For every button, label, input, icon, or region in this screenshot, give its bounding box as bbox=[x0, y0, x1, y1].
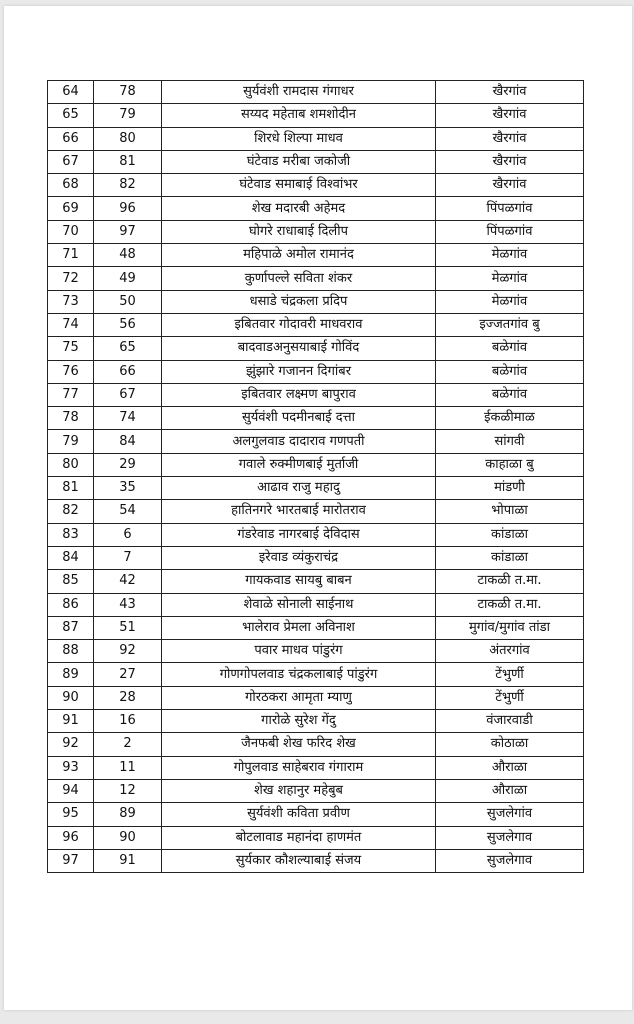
village-cell: बळेगांव bbox=[436, 360, 584, 383]
record-number-cell: 89 bbox=[94, 803, 162, 826]
serial-number-cell: 87 bbox=[48, 616, 94, 639]
table-row bbox=[48, 733, 584, 756]
serial-number-cell: 83 bbox=[48, 523, 94, 546]
serial-number-cell: 92 bbox=[48, 733, 94, 756]
table-row bbox=[48, 453, 584, 476]
name-cell: अलगुलवाड दादाराव गणपती bbox=[162, 430, 436, 453]
serial-number-cell: 66 bbox=[48, 127, 94, 150]
table-row bbox=[48, 174, 584, 197]
name-cell: इबितवार गोदावरी माधवराव bbox=[162, 313, 436, 336]
village-cell: वंजारवाडी bbox=[436, 710, 584, 733]
village-cell: मुगांव/मुगांव तांडा bbox=[436, 616, 584, 639]
village-cell: काहाळा बु bbox=[436, 453, 584, 476]
record-number-cell: 51 bbox=[94, 616, 162, 639]
name-cell: गोपुलवाड साहेबराव गंगाराम bbox=[162, 756, 436, 779]
village-cell: खैरगांव bbox=[436, 150, 584, 173]
table-row bbox=[48, 313, 584, 336]
village-cell: सुजलेगांव bbox=[436, 803, 584, 826]
table-row bbox=[48, 360, 584, 383]
name-cell: इबितवार लक्ष्मण बापुराव bbox=[162, 383, 436, 406]
village-cell: कोठाळा bbox=[436, 733, 584, 756]
record-number-cell: 7 bbox=[94, 546, 162, 569]
document-page bbox=[4, 6, 632, 1010]
name-cell: गवाले रुक्मीणबाई मुर्ताजी bbox=[162, 453, 436, 476]
village-cell: खैरगांव bbox=[436, 104, 584, 127]
record-number-cell: 11 bbox=[94, 756, 162, 779]
name-cell: गारोळे सुरेश गेंदु bbox=[162, 710, 436, 733]
record-number-cell: 80 bbox=[94, 127, 162, 150]
name-cell: आढाव राजु महादु bbox=[162, 477, 436, 500]
name-cell: पवार माधव पांडुरंग bbox=[162, 640, 436, 663]
record-number-cell: 84 bbox=[94, 430, 162, 453]
village-cell: सुजलेगाव bbox=[436, 826, 584, 849]
name-cell: सुर्यकार कौशल्याबाई संजय bbox=[162, 849, 436, 872]
village-cell: खैरगांव bbox=[436, 81, 584, 104]
village-cell: ईकळीमाळ bbox=[436, 407, 584, 430]
table-row bbox=[48, 803, 584, 826]
record-number-cell: 82 bbox=[94, 174, 162, 197]
name-cell: कुर्णापल्ले सविता शंकर bbox=[162, 267, 436, 290]
name-cell: बोटलावाड महानंदा हाणमंत bbox=[162, 826, 436, 849]
serial-number-cell: 67 bbox=[48, 150, 94, 173]
serial-number-cell: 73 bbox=[48, 290, 94, 313]
beneficiary-table bbox=[47, 80, 584, 873]
record-number-cell: 96 bbox=[94, 197, 162, 220]
village-cell: बळेगांव bbox=[436, 383, 584, 406]
table-row bbox=[48, 337, 584, 360]
serial-number-cell: 91 bbox=[48, 710, 94, 733]
table-row bbox=[48, 150, 584, 173]
serial-number-cell: 84 bbox=[48, 546, 94, 569]
table-row bbox=[48, 430, 584, 453]
village-cell: सुजलेगाव bbox=[436, 849, 584, 872]
table-row bbox=[48, 407, 584, 430]
name-cell: घंटेवाड समाबाई विश्वांभर bbox=[162, 174, 436, 197]
table-row bbox=[48, 826, 584, 849]
name-cell: गोरठकरा आमृता म्याणु bbox=[162, 686, 436, 709]
serial-number-cell: 89 bbox=[48, 663, 94, 686]
name-cell: धसाडे चंद्रकला प्रदिप bbox=[162, 290, 436, 313]
table-row bbox=[48, 686, 584, 709]
village-cell: टाकळी त.मा. bbox=[436, 570, 584, 593]
serial-number-cell: 96 bbox=[48, 826, 94, 849]
village-cell: कांडाळा bbox=[436, 546, 584, 569]
serial-number-cell: 69 bbox=[48, 197, 94, 220]
name-cell: गोणगोपलवाड चंद्रकलाबाई पांडुरंग bbox=[162, 663, 436, 686]
serial-number-cell: 72 bbox=[48, 267, 94, 290]
record-number-cell: 28 bbox=[94, 686, 162, 709]
serial-number-cell: 94 bbox=[48, 779, 94, 802]
village-cell: भोपाळा bbox=[436, 500, 584, 523]
village-cell: इज्जतगांव बु bbox=[436, 313, 584, 336]
serial-number-cell: 68 bbox=[48, 174, 94, 197]
name-cell: हातिनगरे भारतबाई मारोतराव bbox=[162, 500, 436, 523]
serial-number-cell: 78 bbox=[48, 407, 94, 430]
table-row bbox=[48, 500, 584, 523]
table-row bbox=[48, 570, 584, 593]
serial-number-cell: 74 bbox=[48, 313, 94, 336]
serial-number-cell: 70 bbox=[48, 220, 94, 243]
table-row bbox=[48, 663, 584, 686]
record-number-cell: 12 bbox=[94, 779, 162, 802]
record-number-cell: 54 bbox=[94, 500, 162, 523]
record-number-cell: 81 bbox=[94, 150, 162, 173]
village-cell: सांगवी bbox=[436, 430, 584, 453]
table-row bbox=[48, 127, 584, 150]
record-number-cell: 49 bbox=[94, 267, 162, 290]
serial-number-cell: 86 bbox=[48, 593, 94, 616]
village-cell: औराळा bbox=[436, 779, 584, 802]
table-row bbox=[48, 640, 584, 663]
record-number-cell: 90 bbox=[94, 826, 162, 849]
record-number-cell: 43 bbox=[94, 593, 162, 616]
village-cell: मांडणी bbox=[436, 477, 584, 500]
table-row bbox=[48, 197, 584, 220]
table-row bbox=[48, 290, 584, 313]
serial-number-cell: 97 bbox=[48, 849, 94, 872]
name-cell: शेख शहानुर महेबुब bbox=[162, 779, 436, 802]
record-number-cell: 66 bbox=[94, 360, 162, 383]
record-number-cell: 6 bbox=[94, 523, 162, 546]
table-row bbox=[48, 616, 584, 639]
village-cell: टेंभुर्णी bbox=[436, 686, 584, 709]
record-number-cell: 67 bbox=[94, 383, 162, 406]
serial-number-cell: 76 bbox=[48, 360, 94, 383]
record-number-cell: 42 bbox=[94, 570, 162, 593]
table-row bbox=[48, 477, 584, 500]
name-cell: सुर्यवंशी पदमीनबाई दत्ता bbox=[162, 407, 436, 430]
name-cell: गायकवाड सायबु बाबन bbox=[162, 570, 436, 593]
village-cell: बळेगांव bbox=[436, 337, 584, 360]
serial-number-cell: 75 bbox=[48, 337, 94, 360]
name-cell: शेख मदारबी अहेमद bbox=[162, 197, 436, 220]
name-cell: जैनफबी शेख फरिद शेख bbox=[162, 733, 436, 756]
village-cell: मेळगांव bbox=[436, 267, 584, 290]
table-row bbox=[48, 756, 584, 779]
name-cell: सुर्यवंशी कविता प्रवीण bbox=[162, 803, 436, 826]
serial-number-cell: 80 bbox=[48, 453, 94, 476]
record-number-cell: 91 bbox=[94, 849, 162, 872]
record-number-cell: 16 bbox=[94, 710, 162, 733]
name-cell: महिपाळे अमोल रामानंद bbox=[162, 244, 436, 267]
serial-number-cell: 95 bbox=[48, 803, 94, 826]
name-cell: सय्यद महेताब शमशोदीन bbox=[162, 104, 436, 127]
table-row bbox=[48, 244, 584, 267]
record-number-cell: 92 bbox=[94, 640, 162, 663]
record-number-cell: 2 bbox=[94, 733, 162, 756]
serial-number-cell: 81 bbox=[48, 477, 94, 500]
village-cell: मेळगांव bbox=[436, 244, 584, 267]
village-cell: मेळगांव bbox=[436, 290, 584, 313]
serial-number-cell: 85 bbox=[48, 570, 94, 593]
table-row bbox=[48, 593, 584, 616]
record-number-cell: 56 bbox=[94, 313, 162, 336]
village-cell: टेंभुर्णी bbox=[436, 663, 584, 686]
name-cell: भालेराव प्रेमला अविनाश bbox=[162, 616, 436, 639]
name-cell: शेवाळे सोनाली साईनाथ bbox=[162, 593, 436, 616]
serial-number-cell: 79 bbox=[48, 430, 94, 453]
serial-number-cell: 71 bbox=[48, 244, 94, 267]
record-number-cell: 50 bbox=[94, 290, 162, 313]
table-row bbox=[48, 383, 584, 406]
record-number-cell: 65 bbox=[94, 337, 162, 360]
record-number-cell: 27 bbox=[94, 663, 162, 686]
village-cell: खैरगांव bbox=[436, 174, 584, 197]
serial-number-cell: 64 bbox=[48, 81, 94, 104]
record-number-cell: 35 bbox=[94, 477, 162, 500]
table-row bbox=[48, 220, 584, 243]
name-cell: घोगरे राधाबाई दिलीप bbox=[162, 220, 436, 243]
table-row bbox=[48, 267, 584, 290]
table-row bbox=[48, 523, 584, 546]
name-cell: इरेवाड व्यंकुराचंद्र bbox=[162, 546, 436, 569]
name-cell: शिरधे शिल्पा माधव bbox=[162, 127, 436, 150]
table-row bbox=[48, 546, 584, 569]
village-cell: पिंपळगांव bbox=[436, 197, 584, 220]
village-cell: टाकळी त.मा. bbox=[436, 593, 584, 616]
village-cell: औराळा bbox=[436, 756, 584, 779]
name-cell: गंडरेवाड नागरबाई देविदास bbox=[162, 523, 436, 546]
table-row bbox=[48, 81, 584, 104]
name-cell: बादवाडअनुसयाबाई गोविंद bbox=[162, 337, 436, 360]
record-number-cell: 48 bbox=[94, 244, 162, 267]
serial-number-cell: 82 bbox=[48, 500, 94, 523]
record-number-cell: 97 bbox=[94, 220, 162, 243]
name-cell: सुर्यवंशी रामदास गंगाधर bbox=[162, 81, 436, 104]
serial-number-cell: 88 bbox=[48, 640, 94, 663]
record-number-cell: 29 bbox=[94, 453, 162, 476]
serial-number-cell: 93 bbox=[48, 756, 94, 779]
village-cell: अंतरगांव bbox=[436, 640, 584, 663]
table-row bbox=[48, 104, 584, 127]
serial-number-cell: 90 bbox=[48, 686, 94, 709]
table-row bbox=[48, 710, 584, 733]
name-cell: झुंझारे गजानन दिगांबर bbox=[162, 360, 436, 383]
record-number-cell: 78 bbox=[94, 81, 162, 104]
village-cell: खैरगांव bbox=[436, 127, 584, 150]
record-number-cell: 74 bbox=[94, 407, 162, 430]
village-cell: पिंपळगांव bbox=[436, 220, 584, 243]
serial-number-cell: 77 bbox=[48, 383, 94, 406]
table-body bbox=[48, 81, 584, 873]
serial-number-cell: 65 bbox=[48, 104, 94, 127]
village-cell: कांडाळा bbox=[436, 523, 584, 546]
table-row bbox=[48, 779, 584, 802]
name-cell: घंटेवाड मरीबा जकोजी bbox=[162, 150, 436, 173]
record-number-cell: 79 bbox=[94, 104, 162, 127]
table-row bbox=[48, 849, 584, 872]
